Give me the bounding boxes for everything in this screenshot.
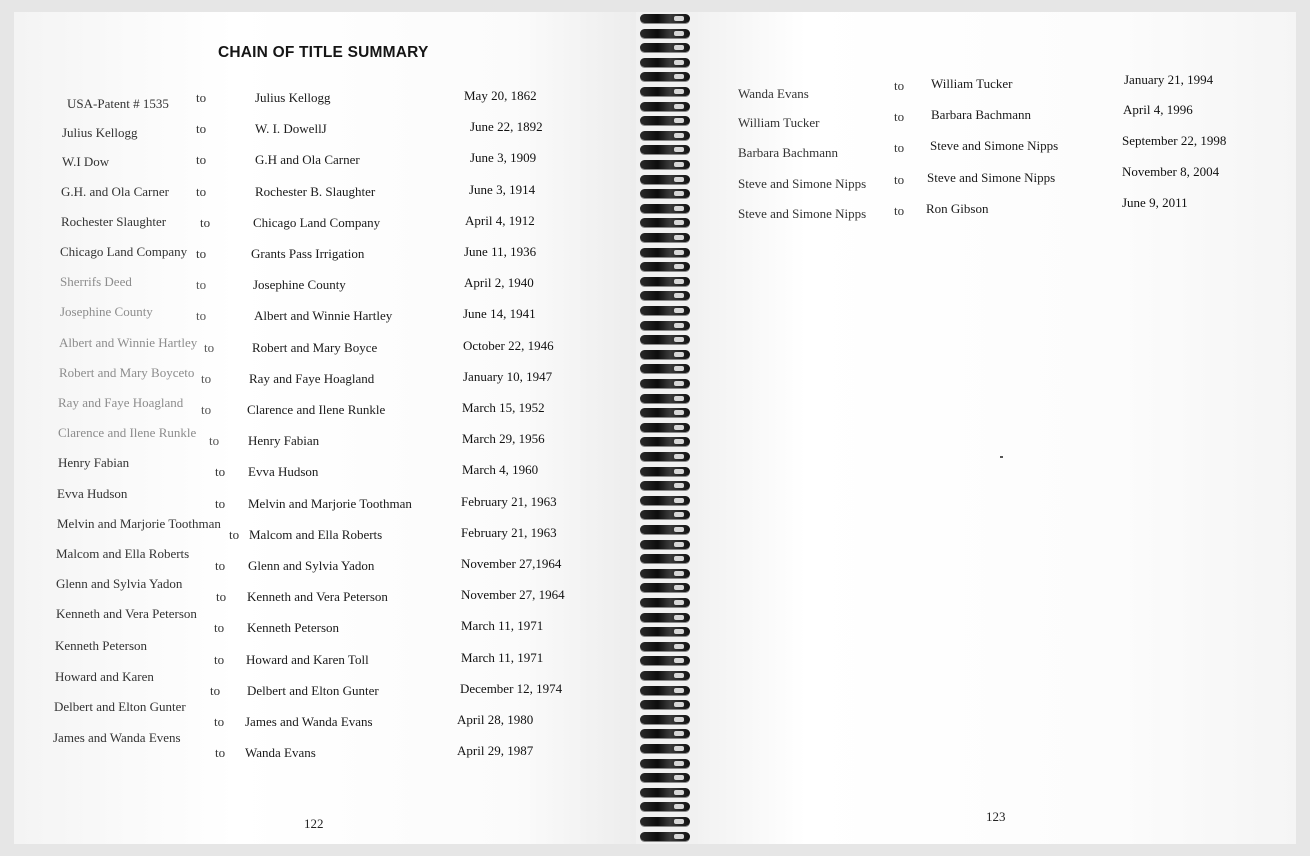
- binding-coil: [640, 496, 690, 505]
- binding-coil: [640, 394, 690, 403]
- binding-coil: [640, 452, 690, 461]
- title-transfer-row: [698, 194, 1298, 223]
- to-label: to: [894, 202, 905, 218]
- grantee: G.H and Ola Carner: [255, 152, 360, 168]
- grantor: W.I Dow: [62, 154, 110, 170]
- title-transfer-row: [14, 334, 614, 360]
- grantee: William Tucker: [931, 76, 1013, 91]
- binding-coil: [640, 262, 690, 271]
- transfer-date: June 9, 2011: [1122, 194, 1188, 210]
- grantor: Henry Fabian: [58, 455, 130, 471]
- grantor: Steve and Simone Nipps: [738, 205, 867, 221]
- binding-coil: [640, 583, 690, 592]
- grantor: Josephine County: [60, 304, 153, 320]
- grantee: Kenneth and Vera Peterson: [247, 589, 388, 605]
- grantee: Ray and Faye Hoagland: [249, 370, 375, 386]
- transfer-date: January 10, 1947: [463, 368, 553, 384]
- binding-coil: [640, 525, 690, 534]
- grantee: Howard and Karen Toll: [246, 651, 369, 667]
- document-title: CHAIN OF TITLE SUMMARY: [218, 44, 429, 61]
- grantor: Albert and Winnie Hartley: [59, 334, 198, 350]
- binding-coil: [640, 233, 690, 242]
- binding-coil: [640, 72, 690, 81]
- transfer-date: March 11, 1971: [461, 649, 544, 665]
- transfer-date: April 28, 1980: [457, 712, 534, 727]
- title-transfer-row: [14, 364, 614, 391]
- binding-coil: [640, 131, 690, 140]
- binding-coil: [640, 540, 690, 549]
- grantee: Malcom and Ella Roberts: [249, 526, 383, 542]
- grantee: Barbara Bachmann: [931, 107, 1031, 123]
- binding-coil: [640, 832, 690, 841]
- grantee: Clarence and Ilene Runkle: [247, 402, 386, 417]
- grantee: Steve and Simone Nipps: [927, 169, 1056, 185]
- to-label: to: [209, 433, 220, 449]
- grantee: Josephine County: [253, 277, 346, 293]
- to-label: to: [215, 464, 226, 480]
- transfer-date: June 3, 1914: [469, 181, 536, 197]
- title-transfer-row: [14, 121, 614, 141]
- binding-coil: [640, 364, 690, 373]
- title-transfer-row: [14, 90, 614, 110]
- binding-coil: [640, 306, 690, 315]
- transfer-date: October 22, 1946: [463, 337, 554, 353]
- grantee: Ron Gibson: [926, 200, 989, 216]
- grantor: Malcom and Ella Roberts: [56, 546, 190, 561]
- binding-coil: [640, 598, 690, 607]
- grantor: William Tucker: [738, 115, 820, 131]
- title-transfer-row: [14, 246, 614, 266]
- title-transfer-row: [14, 274, 614, 297]
- transfer-date: May 20, 1862: [464, 88, 537, 103]
- transfer-date: March 11, 1971: [461, 618, 544, 634]
- binding-coil: [640, 744, 690, 753]
- grantor: Chicago Land Company: [60, 244, 188, 259]
- grantee: Melvin and Marjorie Toothman: [248, 495, 412, 511]
- page-speck: [1000, 456, 1003, 458]
- to-label: to: [214, 620, 225, 636]
- title-transfer-row: [698, 163, 1298, 192]
- binding-coil: [640, 43, 690, 52]
- transfer-date: March 15, 1952: [462, 400, 545, 415]
- grantor: Sherrifs Deed: [60, 274, 132, 290]
- transfer-date: September 22, 1998: [1122, 133, 1227, 149]
- title-transfer-row: [14, 515, 614, 547]
- binding-coil: [640, 248, 690, 257]
- grantee: Wanda Evans: [245, 745, 316, 761]
- binding-coil: [640, 627, 690, 636]
- to-label: to: [210, 682, 221, 698]
- binding-coil: [640, 189, 690, 198]
- to-label: to: [204, 339, 215, 355]
- transfer-date: April 2, 1940: [464, 275, 534, 291]
- binding-coil: [640, 102, 690, 111]
- grantee: Julius Kellogg: [255, 90, 331, 105]
- transfer-date: November 27,1964: [461, 556, 562, 571]
- transfer-date: December 12, 1974: [460, 680, 563, 696]
- binding-coil: [640, 379, 690, 388]
- binding-coil: [640, 788, 690, 797]
- grantor: James and Wanda Evens: [53, 730, 181, 746]
- title-transfer-row: [14, 730, 614, 765]
- binding-coil: [640, 423, 690, 432]
- to-label: to: [196, 90, 207, 105]
- grantor: Kenneth Peterson: [55, 637, 148, 653]
- grantee: Grants Pass Irrigation: [251, 246, 365, 261]
- binding-coil: [640, 350, 690, 359]
- to-label: to: [196, 152, 207, 168]
- grantor: Howard and Karen: [55, 668, 154, 684]
- grantor: G.H. and Ola Carner: [61, 183, 169, 199]
- title-transfer-row: [14, 546, 614, 578]
- grantor: Steve and Simone Nipps: [738, 175, 867, 191]
- binding-coil: [640, 321, 690, 330]
- binding-coil: [640, 700, 690, 709]
- binding-coil: [640, 729, 690, 738]
- grantee: James and Wanda Evans: [245, 714, 373, 729]
- grantee: Henry Fabian: [248, 433, 320, 449]
- title-transfer-row: [14, 304, 614, 328]
- to-label: to: [229, 526, 240, 542]
- binding-coil: [640, 715, 690, 724]
- left-page: [14, 12, 642, 844]
- to-label: to: [215, 745, 226, 761]
- binding-coil: [640, 467, 690, 476]
- binding-coil: [640, 671, 690, 680]
- to-label: to: [894, 140, 905, 156]
- grantor: Evva Hudson: [57, 485, 128, 501]
- grantee: W. I. DowellJ: [255, 121, 327, 137]
- grantee: Evva Hudson: [248, 464, 319, 480]
- to-label: to: [214, 651, 225, 667]
- transfer-date: June 3, 1909: [470, 150, 537, 166]
- title-transfer-row: [14, 152, 614, 172]
- to-label: to: [894, 78, 905, 93]
- binding-coil: [640, 773, 690, 782]
- transfer-date: November 27, 1964: [461, 587, 565, 603]
- transfer-date: November 8, 2004: [1122, 163, 1220, 179]
- binding-coil: [640, 335, 690, 344]
- grantor: Wanda Evans: [738, 86, 809, 101]
- binding-coil: [640, 291, 690, 300]
- grantee: Kenneth Peterson: [247, 620, 340, 636]
- binding-coil: [640, 87, 690, 96]
- title-transfer-row: [14, 395, 614, 422]
- title-transfer-row: [698, 102, 1298, 131]
- binding-coil: [640, 145, 690, 154]
- grantor: USA-Patent # 1535: [67, 96, 169, 111]
- to-label: to: [196, 121, 207, 137]
- transfer-date: April 29, 1987: [457, 743, 534, 759]
- to-label: to: [201, 370, 212, 386]
- transfer-date: April 4, 1996: [1123, 102, 1193, 118]
- binding-coil: [640, 759, 690, 768]
- grantee: Rochester B. Slaughter: [255, 183, 376, 199]
- transfer-date: April 4, 1912: [465, 212, 535, 228]
- binding-coil: [640, 613, 690, 622]
- grantor: Melvin and Marjorie Toothman: [57, 515, 221, 531]
- title-transfer-row: [698, 133, 1298, 161]
- title-transfer-row: [14, 455, 614, 484]
- transfer-date: January 21, 1994: [1124, 72, 1214, 87]
- binding-coil: [640, 160, 690, 169]
- grantor: Rochester Slaughter: [61, 213, 167, 229]
- binding-coil: [640, 642, 690, 651]
- transfer-date: February 21, 1963: [461, 493, 557, 509]
- binding-coil: [640, 277, 690, 286]
- binding-coil: [640, 408, 690, 417]
- binding-coil: [640, 481, 690, 490]
- spiral-binding: [636, 12, 698, 844]
- grantor: Barbara Bachmann: [738, 145, 838, 161]
- grantor: Delbert and Elton Gunter: [54, 699, 186, 714]
- grantee: Robert and Mary Boyce: [252, 339, 378, 355]
- grantor: Robert and Mary Boyceto: [59, 364, 195, 380]
- binding-coil: [640, 175, 690, 184]
- page-number-left: 122: [304, 816, 324, 831]
- transfer-date: June 22, 1892: [470, 119, 543, 135]
- to-label: to: [894, 171, 905, 187]
- to-label: to: [215, 495, 226, 511]
- grantee: Delbert and Elton Gunter: [247, 682, 379, 698]
- grantor: Clarence and Ilene Runkle: [58, 425, 197, 441]
- binding-coil: [640, 686, 690, 695]
- binding-coil: [640, 554, 690, 563]
- right-page: [698, 12, 1296, 844]
- binding-coil: [640, 437, 690, 446]
- to-label: to: [200, 214, 211, 230]
- grantee: Glenn and Sylvia Yadon: [248, 558, 375, 573]
- to-label: to: [201, 402, 212, 417]
- binding-coil: [640, 29, 690, 38]
- binding-coil: [640, 569, 690, 578]
- grantor: Kenneth and Vera Peterson: [56, 606, 197, 622]
- binding-coil: [640, 204, 690, 213]
- grantee: Chicago Land Company: [253, 214, 381, 230]
- binding-coil: [640, 802, 690, 811]
- title-transfer-row: [698, 72, 1298, 101]
- title-transfer-row: [14, 425, 614, 453]
- to-label: to: [215, 558, 226, 573]
- grantee: Albert and Winnie Hartley: [254, 308, 393, 324]
- binding-coil: [640, 14, 690, 23]
- page-number-right: 123: [986, 809, 1006, 824]
- grantor: Glenn and Sylvia Yadon: [56, 576, 183, 592]
- transfer-date: June 11, 1936: [464, 244, 537, 259]
- to-label: to: [216, 589, 227, 605]
- grantee: Steve and Simone Nipps: [930, 138, 1059, 154]
- binding-coil: [640, 656, 690, 665]
- transfer-date: February 21, 1963: [461, 524, 557, 540]
- grantor: Julius Kellogg: [62, 125, 138, 141]
- binding-coil: [640, 218, 690, 227]
- to-label: to: [196, 246, 207, 261]
- binding-coil: [640, 58, 690, 67]
- to-label: to: [196, 183, 207, 199]
- title-transfer-row: [14, 485, 614, 516]
- transfer-date: March 29, 1956: [462, 431, 545, 447]
- title-transfer-row: [14, 212, 614, 235]
- binding-coil: [640, 510, 690, 519]
- to-label: to: [894, 109, 905, 125]
- to-label: to: [196, 308, 207, 324]
- binding-coil: [640, 116, 690, 125]
- transfer-date: June 14, 1941: [463, 306, 536, 322]
- transfer-date: March 4, 1960: [462, 462, 539, 478]
- to-label: to: [196, 277, 207, 293]
- to-label: to: [214, 714, 225, 729]
- binding-coil: [640, 817, 690, 826]
- grantor: Ray and Faye Hoagland: [58, 395, 184, 410]
- title-transfer-row: [14, 181, 614, 204]
